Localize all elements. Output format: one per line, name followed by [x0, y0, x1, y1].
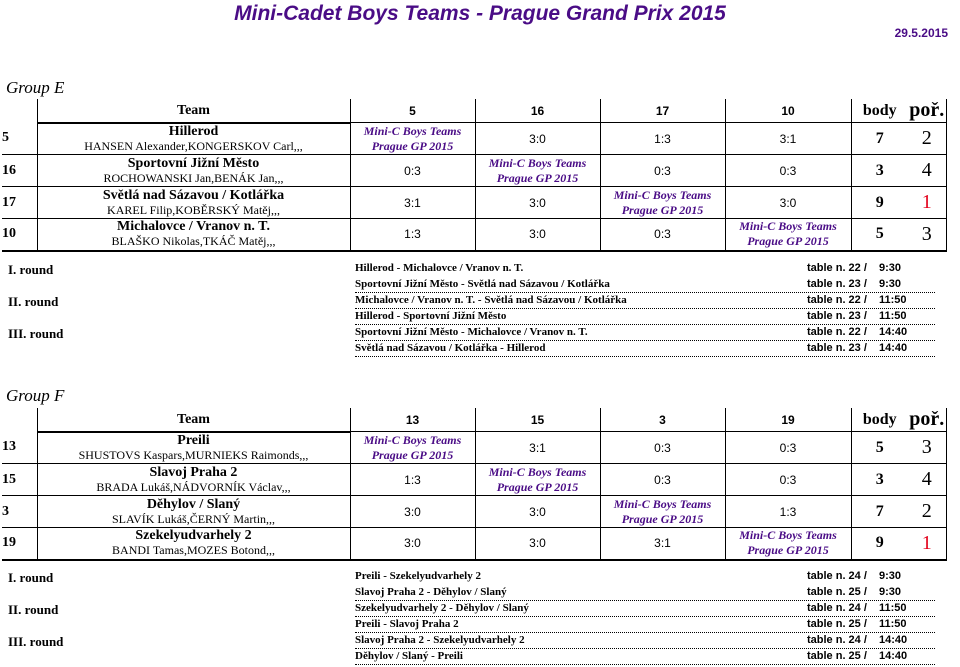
player-names: SLAVÍK Lukáš,ČERNÝ Martin,,,: [111, 511, 276, 526]
match-teams: Sportovní Jižní Město - Michalovce / Vranov n. T.: [355, 326, 588, 338]
match-time: 9:30: [879, 262, 902, 274]
team-name: Hillerod: [168, 123, 219, 139]
seed: 13: [2, 432, 37, 464]
table-row: [2, 123, 946, 155]
self-cell-line1: Mini-C Boys Teams: [739, 528, 837, 543]
group-e-table: [2, 99, 947, 252]
table-header: [2, 408, 946, 432]
self-cell: [600, 496, 725, 528]
team-name: Děhylov / Slaný: [146, 496, 241, 512]
score-cell: 0:3: [600, 219, 725, 251]
header-col: 17: [600, 99, 725, 123]
team-cell: [37, 219, 350, 251]
match-row: [355, 262, 935, 277]
match-time: 11:50: [879, 294, 907, 306]
score-cell: 3:1: [475, 432, 600, 464]
round-label: III. round: [8, 634, 64, 649]
team-cell: [37, 496, 350, 528]
self-cell-line1: Mini-C Boys Teams: [739, 219, 837, 234]
self-cell: [350, 432, 475, 464]
score-cell: 3:1: [725, 123, 851, 155]
self-cell: [475, 155, 600, 187]
position: 4: [908, 155, 946, 187]
score-cell: 3:1: [350, 187, 475, 219]
match-row: [355, 634, 935, 649]
match-teams: Szekelyudvarhely 2 - Děhylov / Slaný: [355, 602, 529, 614]
match-time: 9:30: [879, 278, 902, 290]
header-col: 10: [725, 99, 851, 123]
score-cell: 3:0: [475, 187, 600, 219]
match-table: table n. 22 /: [807, 262, 867, 274]
header-position: poř.: [909, 408, 945, 430]
self-cell: [350, 123, 475, 155]
team-name: Sportovní Jižní Město: [127, 155, 260, 171]
seed: 15: [2, 464, 37, 496]
score-cell: 3:0: [475, 528, 600, 560]
match-teams: Děhylov / Slaný - Preili: [355, 650, 463, 662]
self-cell: [475, 464, 600, 496]
header-position: poř.: [909, 99, 945, 121]
table-row: [2, 528, 946, 560]
score-cell: 3:0: [725, 187, 851, 219]
self-cell-line1: Mini-C Boys Teams: [363, 123, 462, 138]
team-name: Slavoj Praha 2: [149, 464, 238, 480]
score-cell: 0:3: [725, 155, 851, 187]
self-cell-line2: Prague GP 2015: [621, 511, 704, 526]
match-table: table n. 22 /: [807, 294, 867, 306]
table-row: [2, 187, 946, 219]
self-cell-line1: Mini-C Boys Teams: [613, 187, 712, 202]
score-cell: 0:3: [600, 155, 725, 187]
position: 3: [908, 219, 946, 251]
match-teams: Hillerod - Michalovce / Vranov n. T.: [355, 262, 524, 274]
match-row: [355, 586, 935, 601]
team-name: Preili: [177, 432, 210, 448]
match-time: 14:40: [879, 342, 908, 354]
match-table: table n. 25 /: [807, 586, 867, 598]
score-cell: 3:0: [475, 219, 600, 251]
table-row: [2, 464, 946, 496]
match-table: table n. 25 /: [807, 618, 867, 630]
table-row: [2, 496, 946, 528]
score-cell: 3:0: [350, 528, 475, 560]
points: 7: [851, 496, 908, 528]
player-names: ROCHOWANSKI Jan,BENÁK Jan,,,: [103, 170, 284, 185]
team-cell: [37, 464, 350, 496]
seed: 16: [2, 155, 37, 187]
match-time: 11:50: [879, 602, 907, 614]
match-table: table n. 23 /: [807, 342, 867, 354]
match-time: 9:30: [879, 570, 902, 582]
match-time: 14:40: [879, 326, 908, 338]
header-team: Team: [37, 408, 350, 432]
self-cell-line2: Prague GP 2015: [621, 202, 704, 217]
position: 1: [908, 187, 946, 219]
table-row: [2, 219, 946, 251]
score-cell: 0:3: [600, 432, 725, 464]
table-row: [2, 432, 946, 464]
score-cell: 3:1: [600, 528, 725, 560]
score-cell: 1:3: [350, 464, 475, 496]
position: 2: [908, 123, 946, 155]
match-teams: Slavoj Praha 2 - Děhylov / Slaný: [355, 586, 507, 598]
round-label: II. round: [8, 602, 59, 617]
points: 7: [851, 123, 908, 155]
header-col: 3: [600, 408, 725, 432]
position: 4: [908, 464, 946, 496]
event-date: 29.5.2015: [894, 26, 948, 40]
round-label: I. round: [8, 570, 54, 585]
round-label: II. round: [8, 294, 59, 309]
header-col: 16: [475, 99, 600, 123]
round-label: I. round: [8, 262, 54, 277]
score-cell: 3:0: [475, 123, 600, 155]
header-col: 5: [350, 99, 475, 123]
match-time: 11:50: [879, 618, 907, 630]
header-col: 19: [725, 408, 851, 432]
seed: 19: [2, 528, 37, 560]
header-col: 13: [350, 408, 475, 432]
position: 1: [908, 528, 946, 560]
self-cell-line1: Mini-C Boys Teams: [613, 496, 712, 511]
self-cell-line2: Prague GP 2015: [496, 479, 579, 494]
seed: 10: [2, 219, 37, 251]
score-cell: 1:3: [600, 123, 725, 155]
seed: 5: [2, 123, 37, 155]
match-time: 9:30: [879, 586, 902, 598]
seed: 3: [2, 496, 37, 528]
header-col: 15: [475, 408, 600, 432]
team-cell: [37, 123, 350, 155]
match-teams: Slavoj Praha 2 - Szekelyudvarhely 2: [355, 634, 525, 646]
team-cell: [37, 187, 350, 219]
match-row: [355, 618, 935, 633]
player-names: HANSEN Alexander,KONGERSKOV Carl,,,: [84, 138, 303, 153]
match-row: [355, 602, 935, 617]
match-row: [355, 278, 935, 293]
table-header: [2, 99, 946, 123]
team-name: Szekelyudvarhely 2: [135, 528, 252, 544]
group-title-e: Group E: [6, 78, 65, 97]
self-cell: [725, 528, 851, 560]
score-cell: 0:3: [725, 464, 851, 496]
position: 2: [908, 496, 946, 528]
team-cell: [37, 528, 350, 560]
match-teams: Světlá nad Sázavou / Kotlářka - Hillerod: [355, 342, 546, 354]
group-title-f: Group F: [6, 386, 65, 405]
group-f-table: [2, 408, 947, 561]
player-names: BLAŠKO Nikolas,TKÁČ Matěj,,,: [111, 234, 276, 249]
points: 3: [851, 155, 908, 187]
seed: 17: [2, 187, 37, 219]
self-cell: [600, 187, 725, 219]
player-names: SHUSTOVS Kaspars,MURNIEKS Raimonds,,,: [78, 447, 309, 462]
score-cell: 0:3: [600, 464, 725, 496]
match-teams: Michalovce / Vranov n. T. - Světlá nad Sázavou / Kotlářka: [355, 294, 627, 306]
self-cell-line1: Mini-C Boys Teams: [488, 155, 587, 170]
match-table: table n. 24 /: [807, 570, 867, 582]
match-row: [355, 570, 935, 585]
match-table: table n. 22 /: [807, 326, 867, 338]
match-table: table n. 24 /: [807, 602, 867, 614]
match-time: 14:40: [879, 634, 908, 646]
match-teams: Preili - Slavoj Praha 2: [355, 618, 459, 630]
self-cell-line2: Prague GP 2015: [371, 447, 454, 462]
match-row: [355, 310, 935, 325]
score-cell: 0:3: [350, 155, 475, 187]
header-team: Team: [37, 99, 350, 123]
match-table: table n. 25 /: [807, 650, 867, 662]
self-cell-line2: Prague GP 2015: [496, 170, 579, 185]
points: 5: [851, 432, 908, 464]
player-names: KAREL Filip,KOBĚRSKÝ Matěj,,,: [107, 202, 280, 217]
player-names: BANDI Tamas,MOZES Botond,,,: [112, 543, 275, 558]
position: 3: [908, 432, 946, 464]
score-cell: 3:0: [475, 496, 600, 528]
self-cell-line1: Mini-C Boys Teams: [488, 464, 587, 479]
team-cell: [37, 432, 350, 464]
self-cell-line2: Prague GP 2015: [747, 543, 829, 558]
self-cell: [725, 219, 851, 251]
match-row: [355, 294, 935, 309]
page-title: Mini-Cadet Boys Teams - Prague Grand Prix 2015: [234, 2, 726, 25]
match-table: table n. 23 /: [807, 278, 867, 290]
score-cell: 1:3: [725, 496, 851, 528]
match-table: table n. 23 /: [807, 310, 867, 322]
team-name: Michalovce / Vranov n. T.: [117, 219, 270, 235]
match-time: 11:50: [879, 310, 907, 322]
player-names: BRADA Lukáš,NÁDVORNÍK Václav,,,: [96, 479, 291, 494]
score-cell: 0:3: [725, 432, 851, 464]
points: 3: [851, 464, 908, 496]
points: 9: [851, 528, 908, 560]
match-row: [355, 326, 935, 341]
match-row: [355, 650, 935, 665]
header-points: body: [851, 99, 908, 123]
match-teams: Sportovní Jižní Město - Světlá nad Sázavou / Kotlářka: [355, 278, 610, 290]
score-cell: 1:3: [350, 219, 475, 251]
round-label: III. round: [8, 326, 64, 341]
match-row: [355, 342, 935, 357]
header-points: body: [851, 408, 908, 432]
self-cell-line2: Prague GP 2015: [747, 234, 829, 249]
team-name: Světlá nad Sázavou / Kotlářka: [102, 187, 285, 203]
match-table: table n. 24 /: [807, 634, 867, 646]
match-teams: Hillerod - Sportovní Jižní Město: [355, 310, 507, 322]
self-cell-line1: Mini-C Boys Teams: [363, 432, 462, 447]
table-row: [2, 155, 946, 187]
match-time: 14:40: [879, 650, 908, 662]
score-cell: 3:0: [350, 496, 475, 528]
team-cell: [37, 155, 350, 187]
self-cell-line2: Prague GP 2015: [371, 138, 454, 153]
points: 9: [851, 187, 908, 219]
points: 5: [851, 219, 908, 251]
match-teams: Preili - Szekelyudvarhely 2: [355, 570, 481, 582]
